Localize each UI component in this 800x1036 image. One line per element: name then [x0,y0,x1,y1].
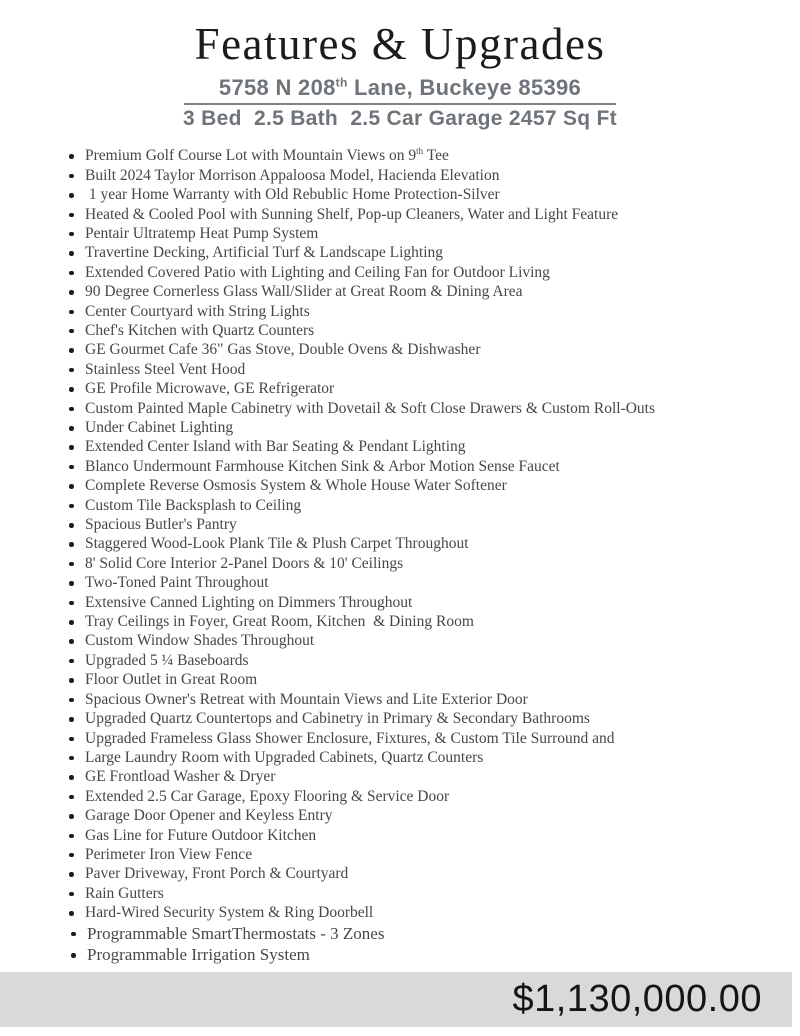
feature-text: GE Gourmet Cafe 36" Gas Stove, Double Ovens & Dishwasher [85,341,481,359]
feature-text: Programmable Irrigation System [87,945,310,965]
feature-text: Pentair Ultratemp Heat Pump System [85,224,319,242]
feature-item [68,166,780,185]
feature-text: Programmable SmartThermostats - 3 Zones [87,923,385,943]
feature-text: Chef's Kitchen with Quartz Counters [85,321,315,339]
feature-text: Upgraded Frameless Glass Shower Enclosure, Fixtures, & Custom Tile Surround and [85,729,615,747]
feature-item [68,515,780,534]
feature-text: Center Courtyard with String Lights [85,302,310,320]
address-ordinal-suffix: th [335,75,348,90]
feature-text: Perimeter Iron View Fence [85,845,253,863]
feature-text: Blanco Undermount Farmhouse Kitchen Sink & Arbor Motion Sense Faucet [85,457,560,475]
feature-text: Heated & Cooled Pool with Sunning Shelf, Pop-up Cleaners, Water and Light Feature [85,205,619,223]
feature-text: Two-Toned Paint Throughout [85,574,269,592]
feature-item [68,418,780,437]
flyer-header [0,0,800,131]
feature-item [68,476,780,495]
feature-text: Spacious Owner's Retreat with Mountain Views and Lite Exterior Door [85,690,528,708]
features-list [68,146,780,965]
feature-item [68,593,780,612]
feature-text: Travertine Decking, Artificial Turf & Landscape Lighting [85,244,444,262]
feature-text: Spacious Butler's Pantry [85,516,237,534]
feature-item [68,360,780,379]
address-divider [184,103,616,105]
feature-item [68,554,780,573]
price-value: $1,130,000.00 [512,978,762,1020]
feature-item [68,321,780,340]
feature-text: Garage Door Opener and Keyless Entry [85,807,333,825]
price-bar [0,972,792,1027]
feature-text: Hard-Wired Security System & Ring Doorbell [85,904,374,922]
feature-text: Upgraded 5 ¼ Baseboards [85,651,249,669]
feature-item [68,729,780,748]
feature-item [68,670,780,689]
feature-item [68,573,780,592]
feature-text: Paver Driveway, Front Porch & Courtyard [85,865,349,883]
feature-item [68,146,780,165]
feature-item [68,185,780,204]
feature-text: 8' Solid Core Interior 2-Panel Doors & 10' Ceilings [85,554,404,572]
feature-item [68,243,780,262]
feature-text: Upgraded Quartz Countertops and Cabinetry in Primary & Secondary Bathrooms [85,710,590,728]
address-post: Lane, Buckeye 85396 [347,75,582,100]
feature-item [68,379,780,398]
feature-item [68,806,780,825]
feature-item [68,767,780,786]
feature-item [68,884,780,903]
feature-text: Large Laundry Room with Upgraded Cabinets, Quartz Counters [85,748,484,766]
feature-item [68,437,780,456]
feature-text: Custom Tile Backsplash to Ceiling [85,496,302,514]
feature-item [68,651,780,670]
feature-item [68,612,780,631]
feature-text: Under Cabinet Lighting [85,419,234,437]
feature-item [68,457,780,476]
feature-text: Extended Covered Patio with Lighting and Ceiling Fan for Outdoor Living [85,263,550,281]
feature-item [68,787,780,806]
feature-text: Stainless Steel Vent Hood [85,360,246,378]
feature-item [68,845,780,864]
feature-item [68,944,780,966]
feature-text: Built 2024 Taylor Morrison Appaloosa Model, Hacienda Elevation [85,166,500,184]
feature-item [68,282,780,301]
feature-text: GE Profile Microwave, GE Refrigerator [85,380,335,398]
property-address [0,76,800,100]
feature-item [68,534,780,553]
feature-item [68,340,780,359]
feature-item [68,748,780,767]
feature-item [68,263,780,282]
feature-text: Tee [423,147,449,165]
address-pre: 5758 N 208 [218,75,336,100]
feature-text: Custom Window Shades Throughout [85,632,315,650]
feature-text: Staggered Wood-Look Plank Tile & Plush Carpet Throughout [85,535,469,553]
page-title: Features & Upgrades [194,19,606,69]
feature-text: GE Frontload Washer & Dryer [85,768,276,786]
feature-text: Premium Golf Course Lot with Mountain Views on 9 [85,147,417,165]
feature-text: 90 Degree Cornerless Glass Wall/Slider at Great Room & Dining Area [85,283,523,301]
feature-item [68,709,780,728]
feature-ordinal-suffix: th [416,146,424,157]
property-stats: 3 Bed 2.5 Bath 2.5 Car Garage 2457 Sq Ft [183,107,617,131]
feature-item [68,690,780,709]
feature-text: Custom Painted Maple Cabinetry with Dovetail & Soft Close Drawers & Custom Roll-Outs [85,399,656,417]
feature-item [68,496,780,515]
feature-text: 1 year Home Warranty with Old Rebublic Home Protection-Silver [85,186,500,204]
feature-text: Gas Line for Future Outdoor Kitchen [85,826,317,844]
feature-text: Floor Outlet in Great Room [85,671,258,689]
feature-item [68,302,780,321]
feature-text: Extended Center Island with Bar Seating & Pendant Lighting [85,438,466,456]
feature-item [68,864,780,883]
feature-text: Extended 2.5 Car Garage, Epoxy Flooring & Service Door [85,787,450,805]
feature-item [68,631,780,650]
feature-item [68,903,780,922]
feature-item [68,826,780,845]
feature-text: Tray Ceilings in Foyer, Great Room, Kitchen & Dining Room [85,613,474,631]
feature-item [68,399,780,418]
feature-text: Complete Reverse Osmosis System & Whole House Water Softener [85,477,507,495]
feature-item [68,224,780,243]
feature-text: Rain Gutters [85,884,164,902]
feature-item [68,205,780,224]
feature-text: Extensive Canned Lighting on Dimmers Throughout [85,593,413,611]
feature-item [68,923,780,945]
